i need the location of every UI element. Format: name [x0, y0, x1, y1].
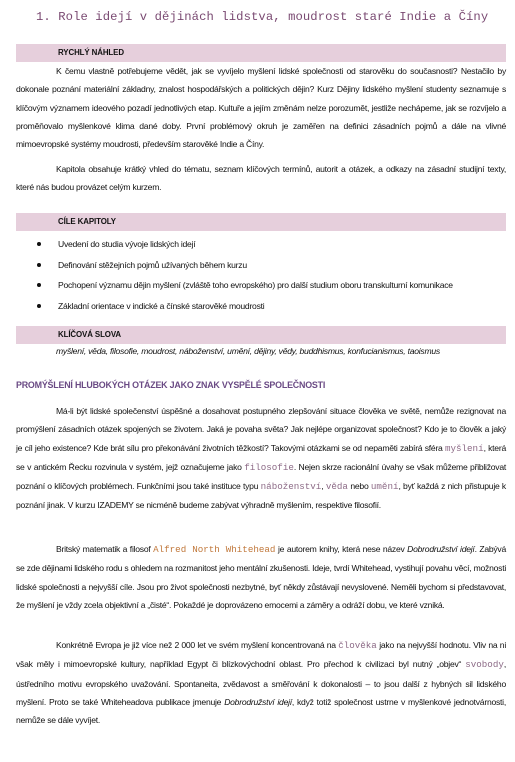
keywords-band: [16, 326, 506, 344]
goals-band: [16, 213, 506, 231]
list-item: Uvedení do studia vývoje lidských idejí: [16, 234, 506, 255]
section-paragraph-2: Britský matematik a filosof Alfred North Whitehead je autorem knihy, která nese název Dobrodružství idejí. Zabývá se zde dějinami lidského rodu s ohledem na rozmanitost jeho mentální zkušenosti. Ideje, tvrdí Whitehead, vystihují povahu věcí, možnosti lidské společnosti a nejvyšší cíle. Jsou pro život společnosti nezbytné, byť někdy zůstávají nevyslovené. Neměli bychom si představovat, že myšlení je vždy zcela objektivní a „čisté“. Pokaždé je doprovázeno emocemi a záměry a odráží dobu, ve které vzniká.: [16, 544, 506, 610]
term-veda: věda: [325, 481, 348, 493]
term-cloveka: člověka: [338, 640, 377, 651]
quick-view-label: RYCHLÝ NÁHLED: [58, 48, 124, 57]
quick-view-band: [16, 44, 506, 62]
list-item: Základní orientace v indické a čínské starověké moudrosti: [16, 296, 506, 317]
term-umeni: umění: [370, 481, 399, 493]
author-name: Alfred North Whitehead: [153, 544, 276, 555]
keywords-label: KLÍČOVÁ SLOVA: [58, 330, 121, 339]
quick-view-paragraph-1: K čemu vlastně potřebujeme vědět, jak se vyvíjelo myšlení lidské společnosti od starověku do současnosti? Nestačilo by dokonale poznání materiální základny, znalost hospodářských a politických dějin? Kurz Dějiny lidského myšlení studenty seznamuje s klíčovým významem ideového pozadí jednotlivých etap. Kultuře a jejím změnám nelze porozumět, jestliže nechápeme, jak se rozvíjelo a proměňovalo myšlenkové klima dané doby. První problémový okruh je zaměřen na definici zásadních pojmů a dále na vlivné mimoevropské systémy moudrosti, především starověké Indie a Číny.: [16, 66, 506, 150]
section-paragraph-3: Konkrétně Evropa je již více než 2 000 let ve svém myšlení koncentrovaná na člověka jako na nejvyšší hodnotu. Vliv na ni však měly i mimoevropské kultury, například Egypt či blízkovýchodní oblast. Pro přechod k civilizaci byl nutný „objev“ svobody, ústředního motivu evropského uvažování. Spontaneita, zvědavost a směřování k dokonalosti – to jsou další z hybných sil lidského myšlení. Proto se také Whiteheadova publikace jmenuje Dobrodružství idejí, když totiž společnost ustrne v myšlenkové jednotvárnosti, nemůže se dále vyvíjet.: [16, 640, 506, 726]
term-nabozenstvi: náboženství: [260, 481, 322, 493]
book-title: Dobrodružství idejí: [407, 544, 475, 554]
section-heading: PROMÝŠLENÍ HLUBOKÝCH OTÁZEK JAKO ZNAK VYSPĚLÉ SPOLEČNOSTI: [16, 380, 326, 390]
term-svobody: svobody: [465, 659, 504, 671]
goals-list: [16, 234, 506, 317]
list-item: Pochopení významu dějin myšlení (zvláště toho evropského) pro další studium oboru transkulturní komunikace: [16, 275, 506, 296]
section-paragraph-1: Má-li být lidské společenství úspěšné a dosahovat postupného zlepšování situace člověka ve světě, nemůže rezignovat na promýšlení zásadních otázek spojených se životem. Jaká je povaha světa? Jak nejlépe organizovat společnost? Kdo je to člověk a jaký je cíl jeho existence? Kde brát sílu pro překonávání životních těžkostí? Takovými otázkami se od nepaměti zabírá sféra myšlení, která se v antickém Řecku rozvinula v systém, jejž označujeme jako filosofie. Nejen skrze racionální úvahy se však můžeme přibližovat poznání o klíčových problémech. Funkčními jsou také instituce typu náboženství, věda nebo umění, byť každá z nich přistupuje k poznání jinak. V kurzu IZADEMY se nicméně budeme zabývat výhradně myšlením, respektive filosofií.: [16, 406, 506, 511]
quick-view-paragraph-2: Kapitola obsahuje krátký vhled do tématu, seznam klíčových termínů, autorit a otázek, a odkazy na zásadní studijní texty, které nás budou provázet celým kurzem.: [16, 164, 506, 193]
chapter-title: 1. Role idejí v dějinách lidstva, moudrost staré Indie a Číny: [36, 10, 489, 24]
term-filosofie: filosofie: [244, 461, 294, 473]
list-item: Definování stěžejních pojmů užívaných během kurzu: [16, 255, 506, 276]
keywords-text: myšlení, věda, filosofie, moudrost, náboženství, umění, dějiny, vědy, buddhismus, konfucianismus, taoismus: [56, 346, 440, 356]
book-title: Dobrodružství idejí: [224, 696, 292, 707]
term-mysleni: myšlení: [444, 442, 484, 454]
goals-label: CÍLE KAPITOLY: [58, 217, 116, 226]
